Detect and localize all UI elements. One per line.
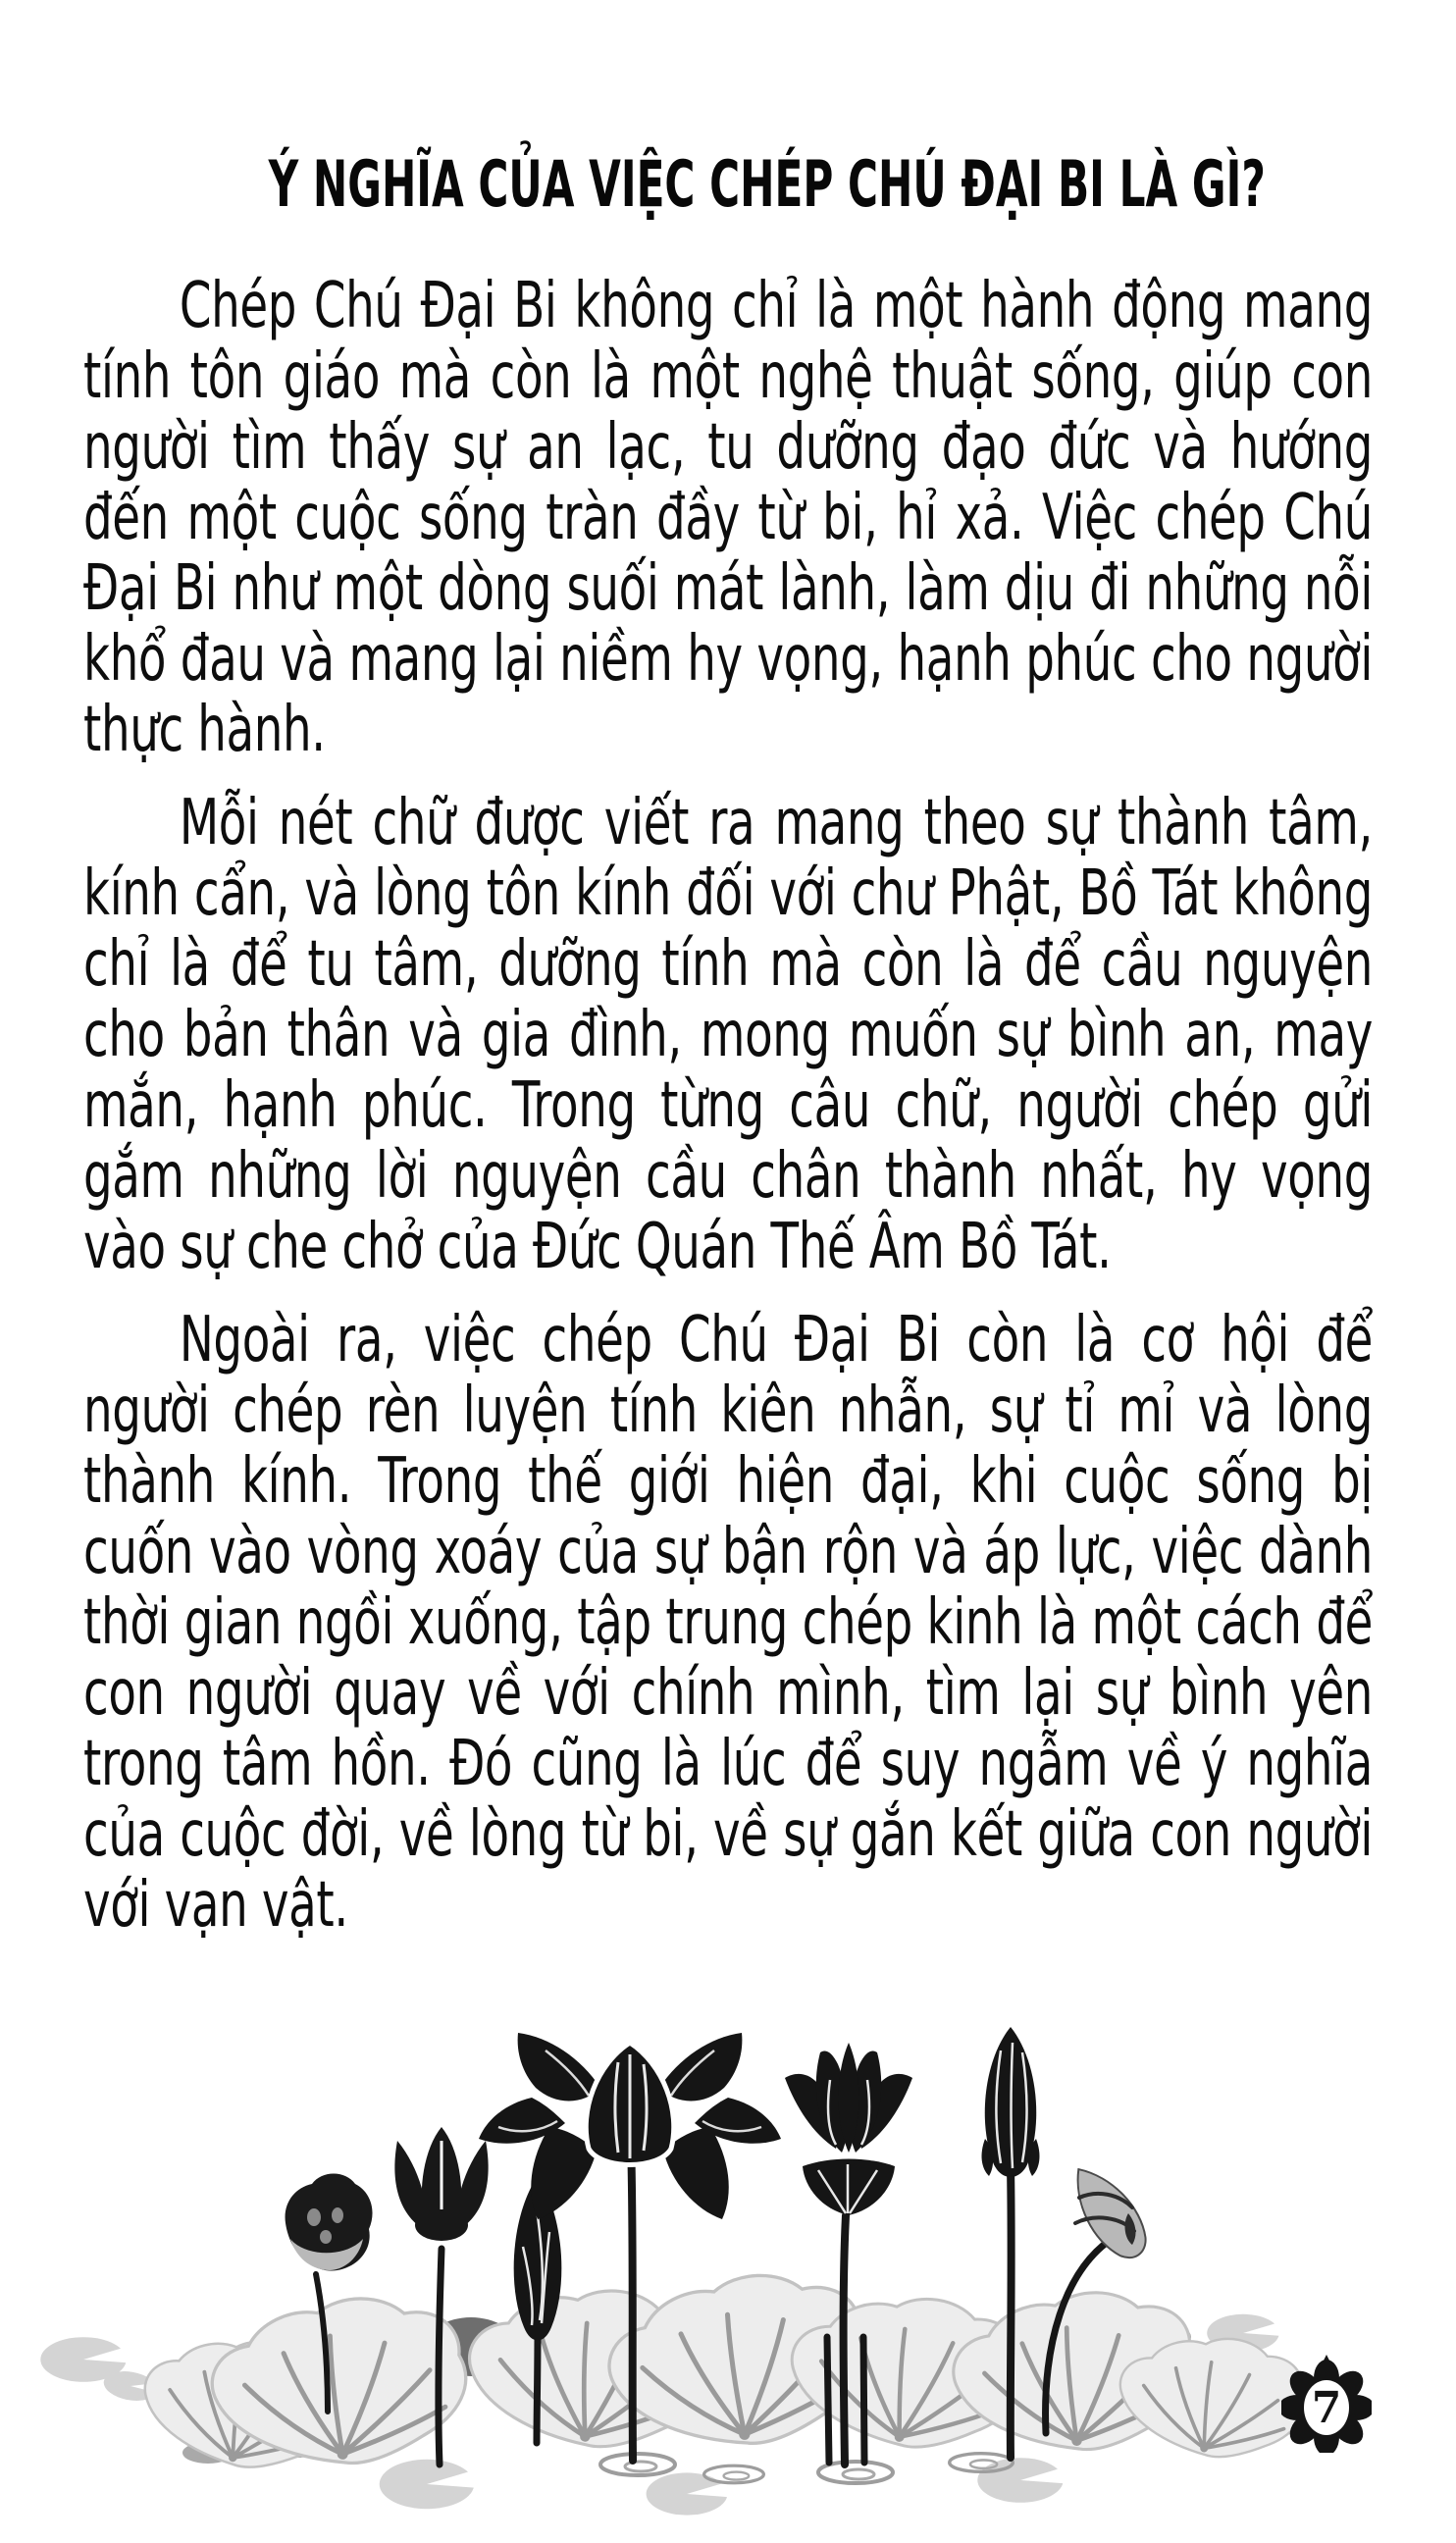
lotus-bud-dark xyxy=(394,2127,488,2241)
paragraph-3: Ngoài ra, việc chép Chú Đại Bi còn là cơ hội để người chép rèn luyện tính kiên nhẫn, sự tỉ mỉ và lòng thành kính. Trong thế giới hiện đại, khi cuộc sống bị cuốn vào vòng xoáy của sự bận rộn và áp lực, việc dành thời gian ngồi xuống, tập trung chép kinh là một cách để con người quay về với chính mình, tìm lại sự bình yên trong tâm hồn. Đó cũng là lúc để suy ngẫm về ý nghĩa của cuộc đời, về lòng từ bi, về sự gắn kết giữa con người với vạn vật. xyxy=(83,1304,1373,1942)
page-number-badge xyxy=(1281,2355,1372,2453)
body-text xyxy=(83,271,1373,1963)
page-number: 7 xyxy=(1311,2382,1342,2433)
page-title-text: Ý NGHĨA CỦA VIỆC CHÉP CHÚ ĐẠI BI LÀ GÌ? xyxy=(268,148,1266,222)
lotus-bud-tall xyxy=(982,2027,1040,2177)
lotus-seed-pod xyxy=(286,2174,373,2271)
lotus-bloom-open xyxy=(785,2043,912,2215)
lotus-leaves xyxy=(135,2265,1310,2479)
lotus-bud-gray xyxy=(1060,2156,1157,2268)
paragraph-2: Mỗi nét chữ được viết ra mang theo sự thành tâm, kính cẩn, và lòng tôn kính đối với chư Phật, Bồ Tát không chỉ là để tu tâm, dưỡng tính mà còn là để cầu nguyện cho bản thân và gia đình, mong muốn sự bình an, may mắn, hạnh phúc. Trong từng câu chữ, người chép gửi gắm những lời nguyện cầu chân thành nhất, hy vọng vào sự che chở của Đức Quán Thế Âm Bồ Tát. xyxy=(83,787,1373,1283)
page-title xyxy=(0,148,1456,222)
lotus-illustration xyxy=(0,2021,1456,2543)
paragraph-1: Chép Chú Đại Bi không chỉ là một hành động mang tính tôn giáo mà còn là một nghệ thuật sống, giúp con người tìm thấy sự an lạc, tu dưỡng đạo đức và hướng đến một cuộc sống tràn đầy từ bi, hỉ xả. Việc chép Chú Đại Bi như một dòng suối mát lành, làm dịu đi những nỗi khổ đau và mang lại niềm hy vọng, hạnh phúc cho người thực hành. xyxy=(83,270,1373,766)
